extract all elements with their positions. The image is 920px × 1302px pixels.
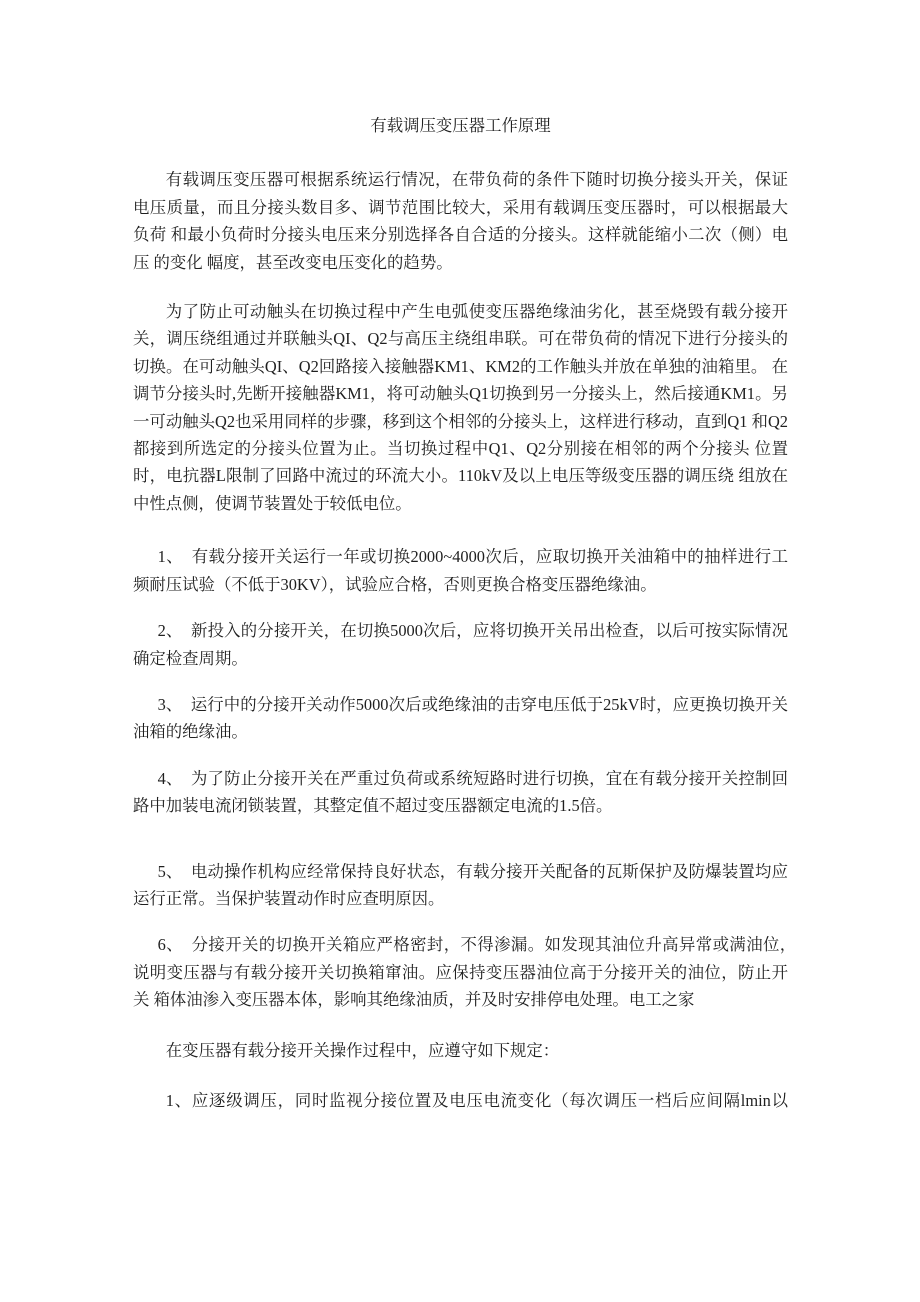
paragraph-principle: 为了防止可动触头在切换过程中产生电弧使变压器绝缘油劣化，甚至烧毁有载分接开关，调压绕组通过并联触头QI、Q2与高压主绕组串联。可在带负荷的情况下进行分接头的切换。在可动触头QI、Q2回路接入接触器KM1、KM2的工作触头并放在单独的油箱里。 在调节分接头时,先断开接触器KM1，将可动触头Q1切换到另一分接头上，然后接通KM1。另一可动触头Q2也采用同样的步骤，移到这个相邻的分接头上，这样进行移动，直到Q1 和Q2都接到所选定的分接头位置为止。当切换过程中Q1、Q2分别接在相邻的两个分接头 位置时，电抗器L限制了回路中流过的环流大小。110kV及以上电压等级变压器的调压绕 组放在中性点侧，使调节装置处于较低电位。 xyxy=(133,302,788,513)
list-item-rule-4: 4、 为了防止分接开关在严重过负荷或系统短路时进行切换，宜在有载分接开关控制回 路中加装电流闭锁装置，其整定值不超过变压器额定电流的1.5倍。 xyxy=(133,768,788,816)
list-item-rule-5: 5、 电动操作机构应经常保持良好状态，有载分接开关配备的瓦斯保护及防爆装置均应 运行正常。当保护装置动作时应查明原因。 xyxy=(133,861,788,908)
paragraph-intro: 有载调压变压器可根据系统运行情况，在带负荷的条件下随时切换分接头开关，保证电压质量，而且分接头数目多、调节范围比较大，采用有载调压变压器时，可以根据最大负荷 和最小负荷时分接头电压来分别选择各自合适的分接头。这样就能缩小二次（侧）电压 的变化 幅度，甚至改变电压变化的趋势。 xyxy=(133,170,788,272)
list-item-rule-3: 3、 运行中的分接开关动作5000次后或绝缘油的击穿电压低于25kV时，应更换切换开关油箱的绝缘油。 xyxy=(133,694,788,742)
paragraph-operation-note: 在变压器有载分接开关操作过程中，应遵守如下规定： xyxy=(165,1040,560,1060)
document-title: 有载调压变压器工作原理 xyxy=(370,116,551,135)
list-item-rule-1: 1、 有载分接开关运行一年或切换2000~4000次后，应取切换开关油箱中的抽样进行工 频耐压试验（不低于30KV），试验应合格，否则更换合格变压器绝缘油。 xyxy=(133,547,788,594)
list-item-rule-2: 2、 新投入的分接开关，在切换5000次后，应将切换开关吊出检查，以后可按实际情况 确定检查周期。 xyxy=(133,621,788,668)
list-item-rule-6: 6、 分接开关的切换开关箱应严格密封，不得渗漏。如发现其油位升高异常或满油位， 说明变压器与有载分接开关切换箱窜油。应保持变压器油位高于分接开关的油位，防止开关 箱体油渗入变压器本体，影响其绝缘油质，并及时安排停电处理。电工之家 xyxy=(133,935,805,1010)
paragraph-operation-rule-1: 1、应逐级调压，同时监视分接位置及电压电流变化（每次调压一档后应间隔lmin以 xyxy=(165,1090,788,1110)
